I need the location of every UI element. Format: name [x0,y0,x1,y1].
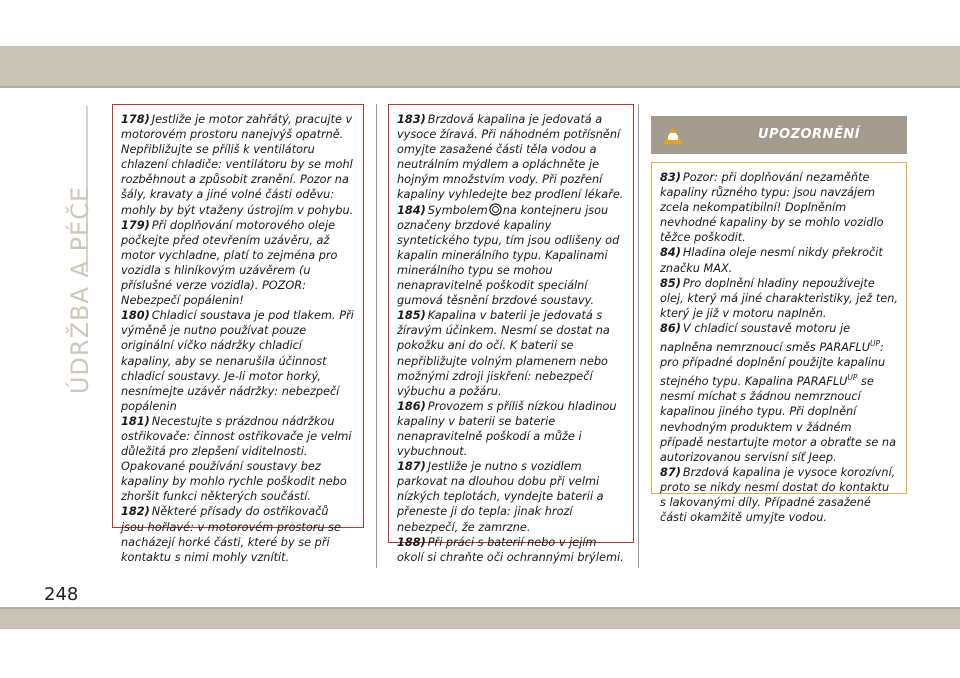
bottom-band [0,607,960,629]
column-divider [376,104,377,568]
top-band [0,46,960,88]
note-181: 181) Necestujte s prázdnou nádržkou ostřikovače: činnost ostřikovače je velmi důležitá pro zlepšení viditelnosti. Opakované používání soustavy bez kapaliny by mohlo rychle poškodit nebo zhoršit funkci některých součástí. [121,414,352,504]
note-184: 184) Symbolem na kontejneru jsou označeny brzdové kapaliny syntetického typu, tím jsou odlišeny od kapalin minerálního typu. Kapalinami minerálního typu se mohou nenapravitelně poškodit speciální gumová těsnění brzdové soustavy. [397,203,620,308]
note-179: 179) Při doplňování motorového oleje počkejte před otevřením uzávěru, až motor vychladne, platí to zejména pro vozidla s hliníkovým uzávěrem (u příslušné verze vozidla). POZOR: Nebezpečí popálenin! [121,218,338,308]
note-178: 178) Jestliže je motor zahřátý, pracujte v motorovém prostoru nanejvýš opatrně. Nepřibližujte se příliš k ventilátoru chlazení chladiče: ventilátoru by se mohl rozběhnout a způsobit zranění. Pozor na šály, kravaty a jiné volné části oděvu: mohly by být vtaženy ústrojím v pohybu. [121,113,354,217]
chapter-title: ÚDRŽBA A PÉČE [66,185,94,395]
note-188: 188) Při práci s baterií nebo v jejím okolí si chraňte oči ochrannými brýlemi. [397,535,624,564]
note-185: 185) Kapalina v baterii je jedovatá s žíravým účinkem. Nesmí se dostat na pokožku ani do očí. K baterii se nepřibližujte volným plamenem nebo možnými zdroji jiskření: nebezpečí výbuchu a požáru. [397,309,610,398]
note-180: 180) Chladicí soustava je pod tlakem. Při výměně je nutno používat pouze originální víčko nádržky chladicí kapaliny, aby se nenarušila účinnost chladicí soustavy. Je-li motor horký, nesnímejte uzávěr nádržky: nebezpečí popálenin [121,309,354,413]
warning-header [651,116,907,154]
warning-note-84: 84) Hladina oleje nesmí nikdy překročit značku MAX. [660,246,883,275]
page-number: 248 [44,584,79,605]
danger-notes-box-2 [388,104,634,564]
note-183: 183) Brzdová kapalina je jedovatá a vysoce žíravá. Při náhodném potřísnění omyjte zasažené části těla vodou a neutrálním mýdlem a opláchněte je hojným množstvím vody. Při pozření kapaliny vyhledejte bez prodlení lékaře. [397,113,624,202]
danger-notes-box-1 [112,104,364,564]
warning-note-86: 86) V chladicí soustavě motoru je naplněna nemrznoucí směs $PARAFLU^{UP}$: pro případné doplnění použijte kapalinu stejného typu. Kapalina $PARAFLU^{UP}$ se nesmí míchat s žádnou nemrznoucí kapalinou jiného typu. Při doplnění nevhodným produktem v žádném případě nestartujte motor a obraťte se na autorizovanou servisní síť Jeep. [660,321,897,464]
note-187: 187) Jestliže je nutno s vozidlem parkovat na dlouhou dobu při velmi nízkých teplotách, vyndejte baterii a přeneste ji do tepla: jinak hrozí nebezpečí, že zamrzne. [397,460,604,534]
brake-fluid-symbol-icon [489,203,502,216]
warning-note-83: 83) Pozor: při doplňování nezaměňte kapaliny různého typu: jsou navzájem zcela nekompatibilní! Doplněním nevhodné kapaliny by se mohlo vozidlo těžce poškodit. [660,171,884,245]
note-182: 182) Některé přísady do ostřikovačů jsou hořlavé: v motorovém prostoru se nacházejí horké části, které by se při kontaktu s nimi mohly vznítit. [121,505,342,564]
note-186: 186) Provozem s příliš nízkou hladinou kapaliny v baterii se baterie nenapravitelně poškodí a může i vybuchnout. [397,399,617,459]
column-divider [638,104,639,568]
car-warning-icon [662,125,684,147]
bottom-band-edge [0,607,960,609]
warning-note-85: 85) Pro doplnění hladiny nepoužívejte olej, který má jiné charakteristiky, jež ten, který je již v motoru naplněn. [660,276,898,320]
warning-note-87: 87) Brzdová kapalina je vysoce korozívní, proto se nikdy nesmí dostat do kontaktu s lakovanými díly. Případné zasažené části okamžitě umyjte vodou. [660,465,896,525]
top-band-edge [0,86,960,88]
warning-notes-box [651,162,907,525]
warning-title: UPOZORNĚNÍ [757,127,861,142]
